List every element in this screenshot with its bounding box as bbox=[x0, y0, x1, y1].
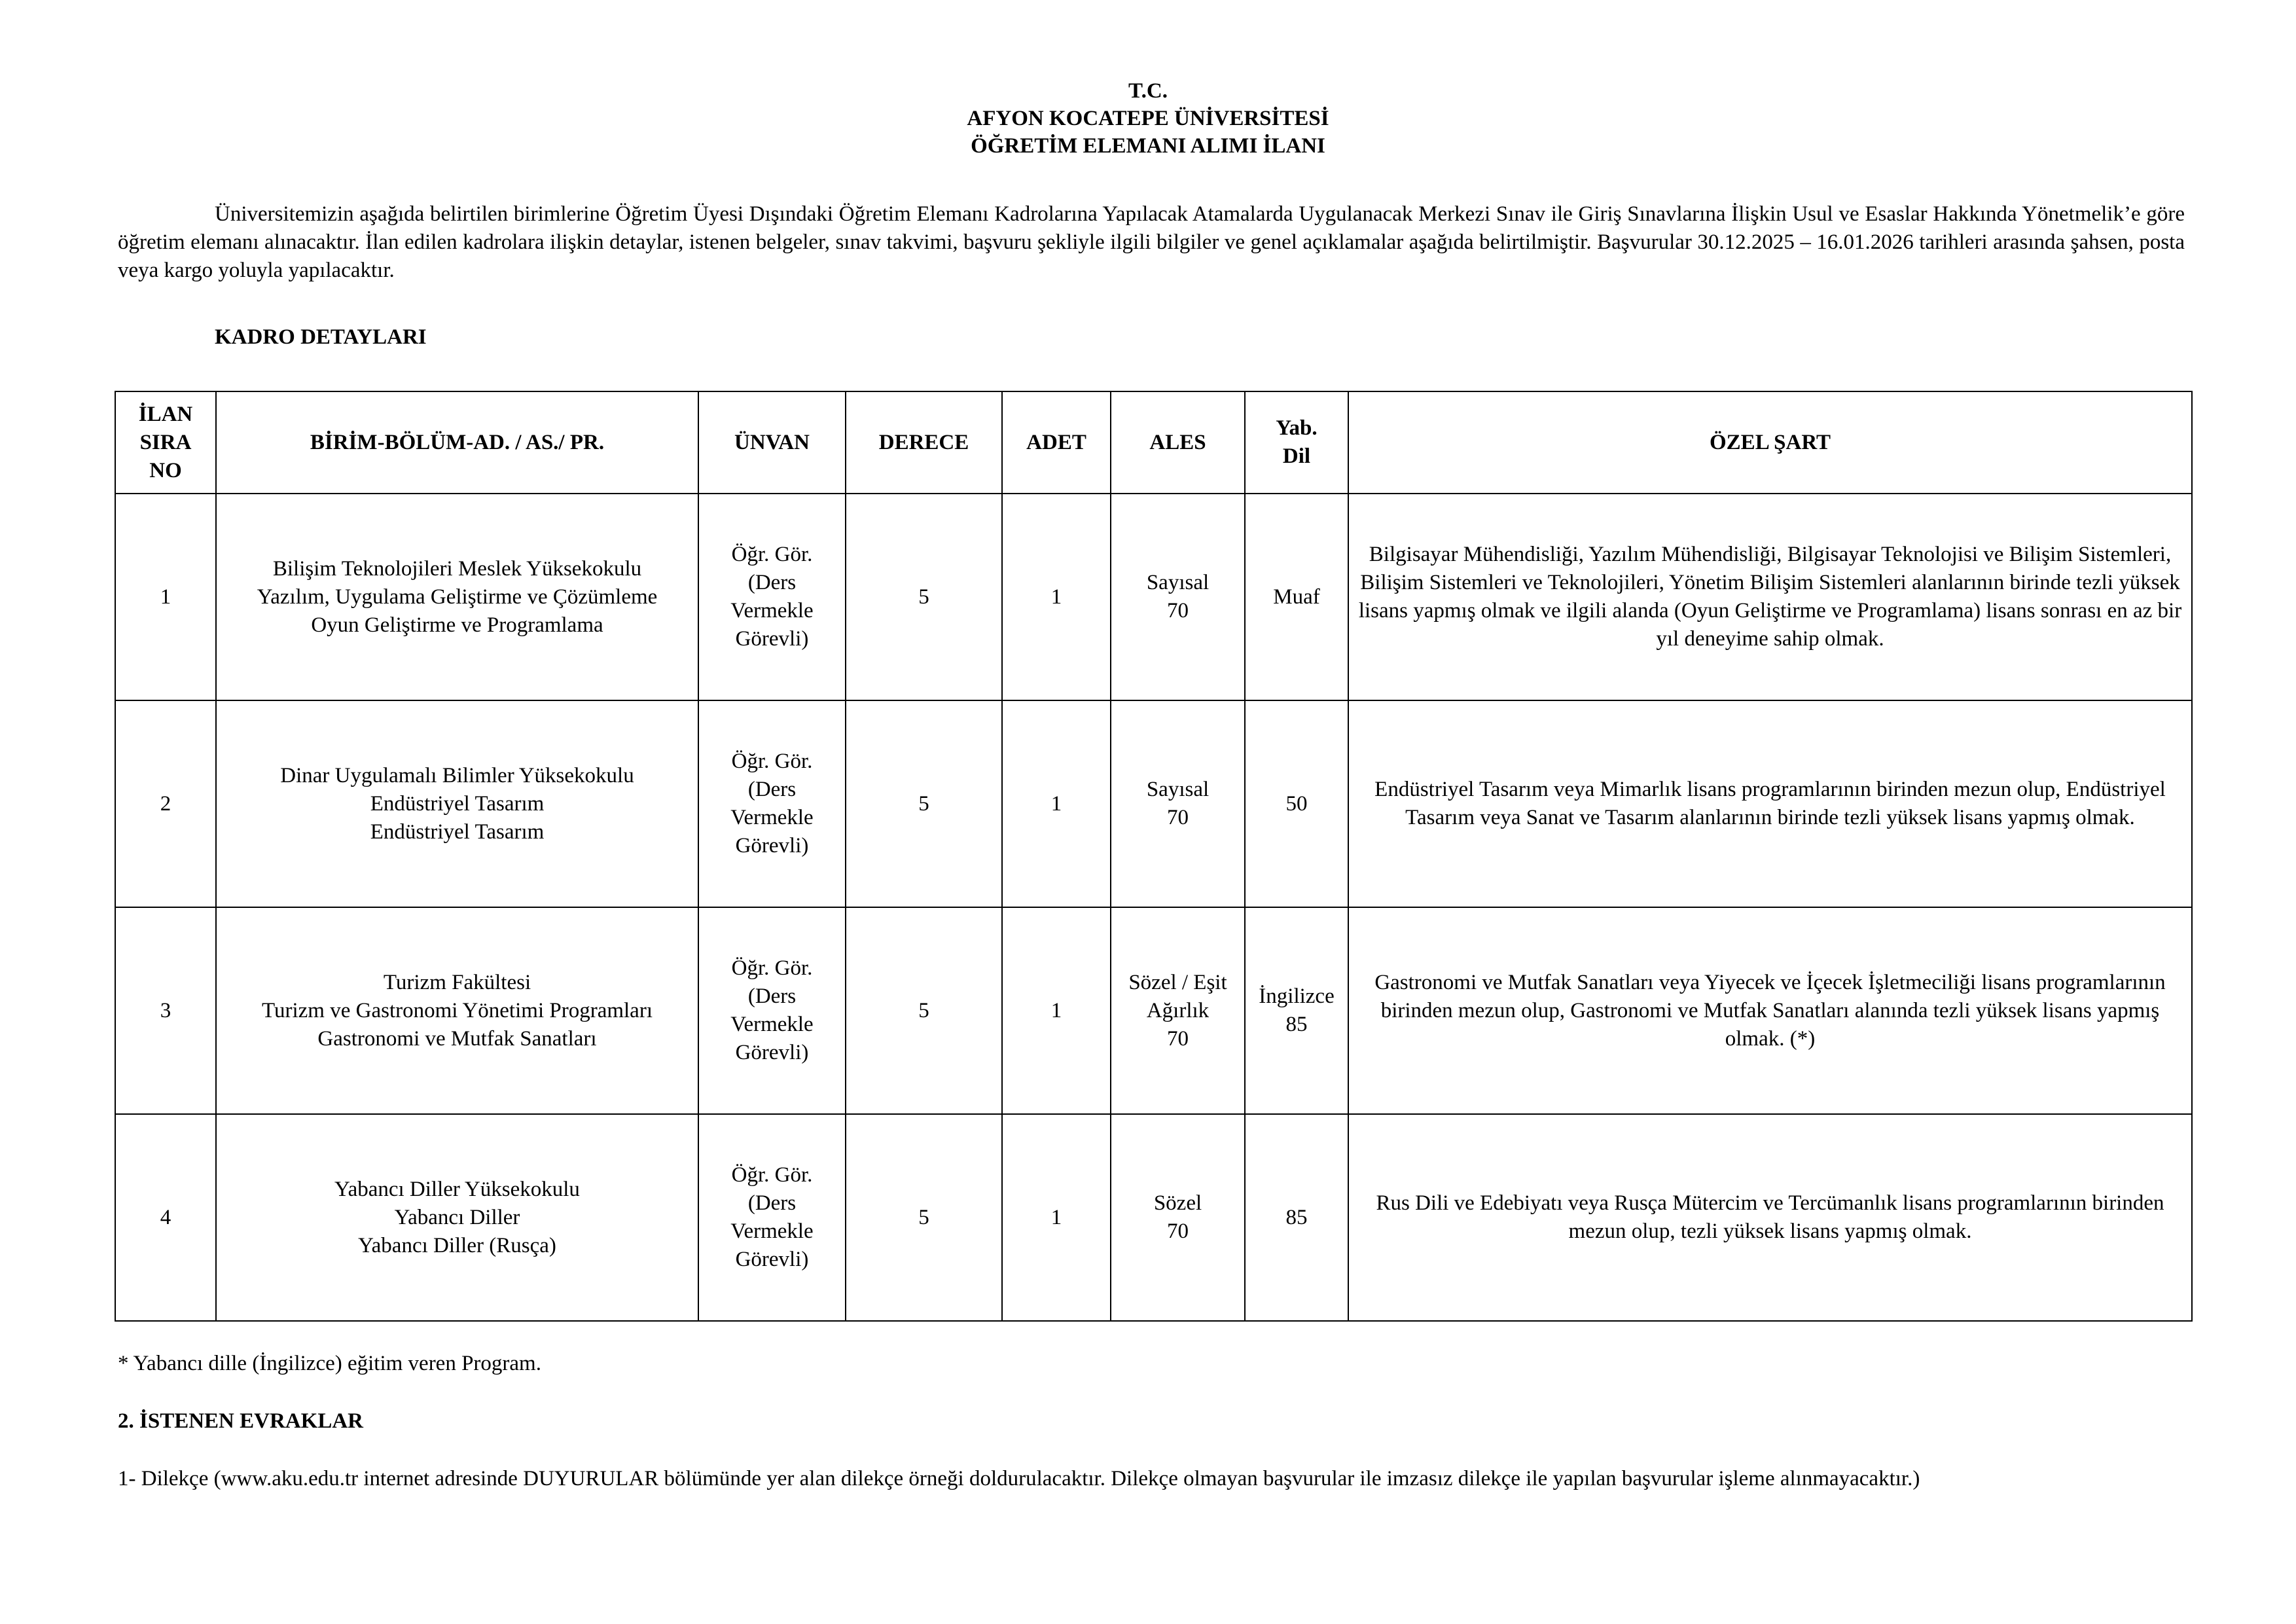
cell-ozel-sart: Gastronomi ve Mutfak Sanatları veya Yiyecek ve İçecek İşletmeciliği lisans programlarının birinden mezun olup, Gastronomi ve Mutfak Sanatları alanında tezli yüksek lisans yapmış olmak. (*) bbox=[1348, 907, 2192, 1114]
header-derece: DERECE bbox=[846, 391, 1002, 494]
cell-ales: Sözel / Eşit Ağırlık 70 bbox=[1111, 907, 1245, 1114]
cell-derece: 5 bbox=[846, 700, 1002, 907]
cell-birim: Bilişim Teknolojileri Meslek Yüksekokulu Yazılım, Uygulama Geliştirme ve Çözümleme Oyun Geliştirme ve Programlama bbox=[216, 494, 698, 700]
cell-ozel-sart: Bilgisayar Mühendisliği, Yazılım Mühendisliği, Bilgisayar Teknolojisi ve Bilişim Sistemleri, Bilişim Sistemleri ve Teknolojileri, Yönetim Bilişim Sistemleri alanlarının birinde tezli yüksek lisans yapmış olmak ve ilgili alanda (Oyun Geliştirme ve Programlama) lisans sonrası en az bir yıl deneyime sahip olmak. bbox=[1348, 494, 2192, 700]
cell-sira: 4 bbox=[115, 1114, 216, 1321]
header-yab-dil: Yab. Dil bbox=[1245, 391, 1348, 494]
table-row bbox=[115, 1114, 2192, 1321]
cell-ozel-sart: Rus Dili ve Edebiyatı veya Rusça Mütercim ve Tercümanlık lisans programlarının birinden mezun olup, tezli yüksek lisans yapmış olmak. bbox=[1348, 1114, 2192, 1321]
cell-ales: Sayısal 70 bbox=[1111, 494, 1245, 700]
table-header-row bbox=[115, 391, 2192, 494]
cell-yab-dil: 50 bbox=[1245, 700, 1348, 907]
header-ales: ALES bbox=[1111, 391, 1245, 494]
kadro-table bbox=[115, 391, 2193, 1322]
cell-unvan: Öğr. Gör. (Ders Vermekle Görevli) bbox=[698, 494, 846, 700]
cell-unvan: Öğr. Gör. (Ders Vermekle Görevli) bbox=[698, 907, 846, 1114]
cell-birim: Turizm Fakültesi Turizm ve Gastronomi Yönetimi Programları Gastronomi ve Mutfak Sanatları bbox=[216, 907, 698, 1114]
document-item-1: 1- Dilekçe (www.aku.edu.tr internet adresinde DUYURULAR bölümünde yer alan dilekçe örneği doldurulacaktır. Dilekçe olmayan başvurular ile imzasız dilekçe ile yapılan başvurular işleme alınmayacaktır.) bbox=[118, 1467, 1920, 1490]
table-row bbox=[115, 494, 2192, 700]
table-row bbox=[115, 700, 2192, 907]
cell-unvan: Öğr. Gör. (Ders Vermekle Görevli) bbox=[698, 1114, 846, 1321]
cell-ales: Sözel 70 bbox=[1111, 1114, 1245, 1321]
header-tc: T.C. bbox=[1128, 79, 1168, 103]
footnote: * Yabancı dille (İngilizce) eğitim veren Program. bbox=[118, 1352, 541, 1375]
header-adet: ADET bbox=[1002, 391, 1111, 494]
cell-unvan: Öğr. Gör. (Ders Vermekle Görevli) bbox=[698, 700, 846, 907]
header-university: AFYON KOCATEPE ÜNİVERSİTESİ bbox=[967, 107, 1329, 130]
document-header bbox=[0, 77, 2296, 160]
cell-birim: Dinar Uygulamalı Bilimler Yüksekokulu Endüstriyel Tasarım Endüstriyel Tasarım bbox=[216, 700, 698, 907]
cell-ales: Sayısal 70 bbox=[1111, 700, 1245, 907]
cell-sira: 1 bbox=[115, 494, 216, 700]
cell-ozel-sart: Endüstriyel Tasarım veya Mimarlık lisans programlarının birinden mezun olup, Endüstriyel Tasarım veya Sanat ve Tasarım alanlarının birinde tezli yüksek lisans yapmış olmak. bbox=[1348, 700, 2192, 907]
intro-paragraph: Üniversitemizin aşağıda belirtilen birimlerine Öğretim Üyesi Dışındaki Öğretim Elemanı Kadrolarına Yapılacak Atamalarda Uygulanacak Merkezi Sınav ile Giriş Sınavlarına İlişkin Usul ve Esaslar Hakkında Yönetmelik’e göre öğretim elemanı alınacaktır. İlan edilen kadrolara ilişkin detaylar, istenen belgeler, sınav takvimi, başvuru şekliyle ilgili bilgiler ve genel açıklamalar aşağıda belirtilmiştir. Başvurular 30.12.2025 – 16.01.2026 tarihleri arasında şahsen, posta veya kargo yoluyla yapılacaktır. bbox=[118, 202, 2185, 282]
table-row bbox=[115, 907, 2192, 1114]
cell-yab-dil: Muaf bbox=[1245, 494, 1348, 700]
section-title-documents: 2. İSTENEN EVRAKLAR bbox=[118, 1409, 363, 1433]
cell-adet: 1 bbox=[1002, 1114, 1111, 1321]
cell-derece: 5 bbox=[846, 494, 1002, 700]
cell-adet: 1 bbox=[1002, 907, 1111, 1114]
cell-derece: 5 bbox=[846, 1114, 1002, 1321]
cell-birim: Yabancı Diller Yüksekokulu Yabancı Diller Yabancı Diller (Rusça) bbox=[216, 1114, 698, 1321]
cell-adet: 1 bbox=[1002, 494, 1111, 700]
cell-adet: 1 bbox=[1002, 700, 1111, 907]
header-sira: İLAN SIRA NO bbox=[115, 391, 216, 494]
cell-yab-dil: 85 bbox=[1245, 1114, 1348, 1321]
cell-derece: 5 bbox=[846, 907, 1002, 1114]
header-announcement-title: ÖĞRETİM ELEMANI ALIMI İLANI bbox=[971, 134, 1325, 158]
header-unvan: ÜNVAN bbox=[698, 391, 846, 494]
section-title-kadro: KADRO DETAYLARI bbox=[215, 325, 427, 349]
cell-sira: 3 bbox=[115, 907, 216, 1114]
header-ozel-sart: ÖZEL ŞART bbox=[1348, 391, 2192, 494]
cell-yab-dil: İngilizce 85 bbox=[1245, 907, 1348, 1114]
header-birim: BİRİM-BÖLÜM-AD. / AS./ PR. bbox=[216, 391, 698, 494]
cell-sira: 2 bbox=[115, 700, 216, 907]
